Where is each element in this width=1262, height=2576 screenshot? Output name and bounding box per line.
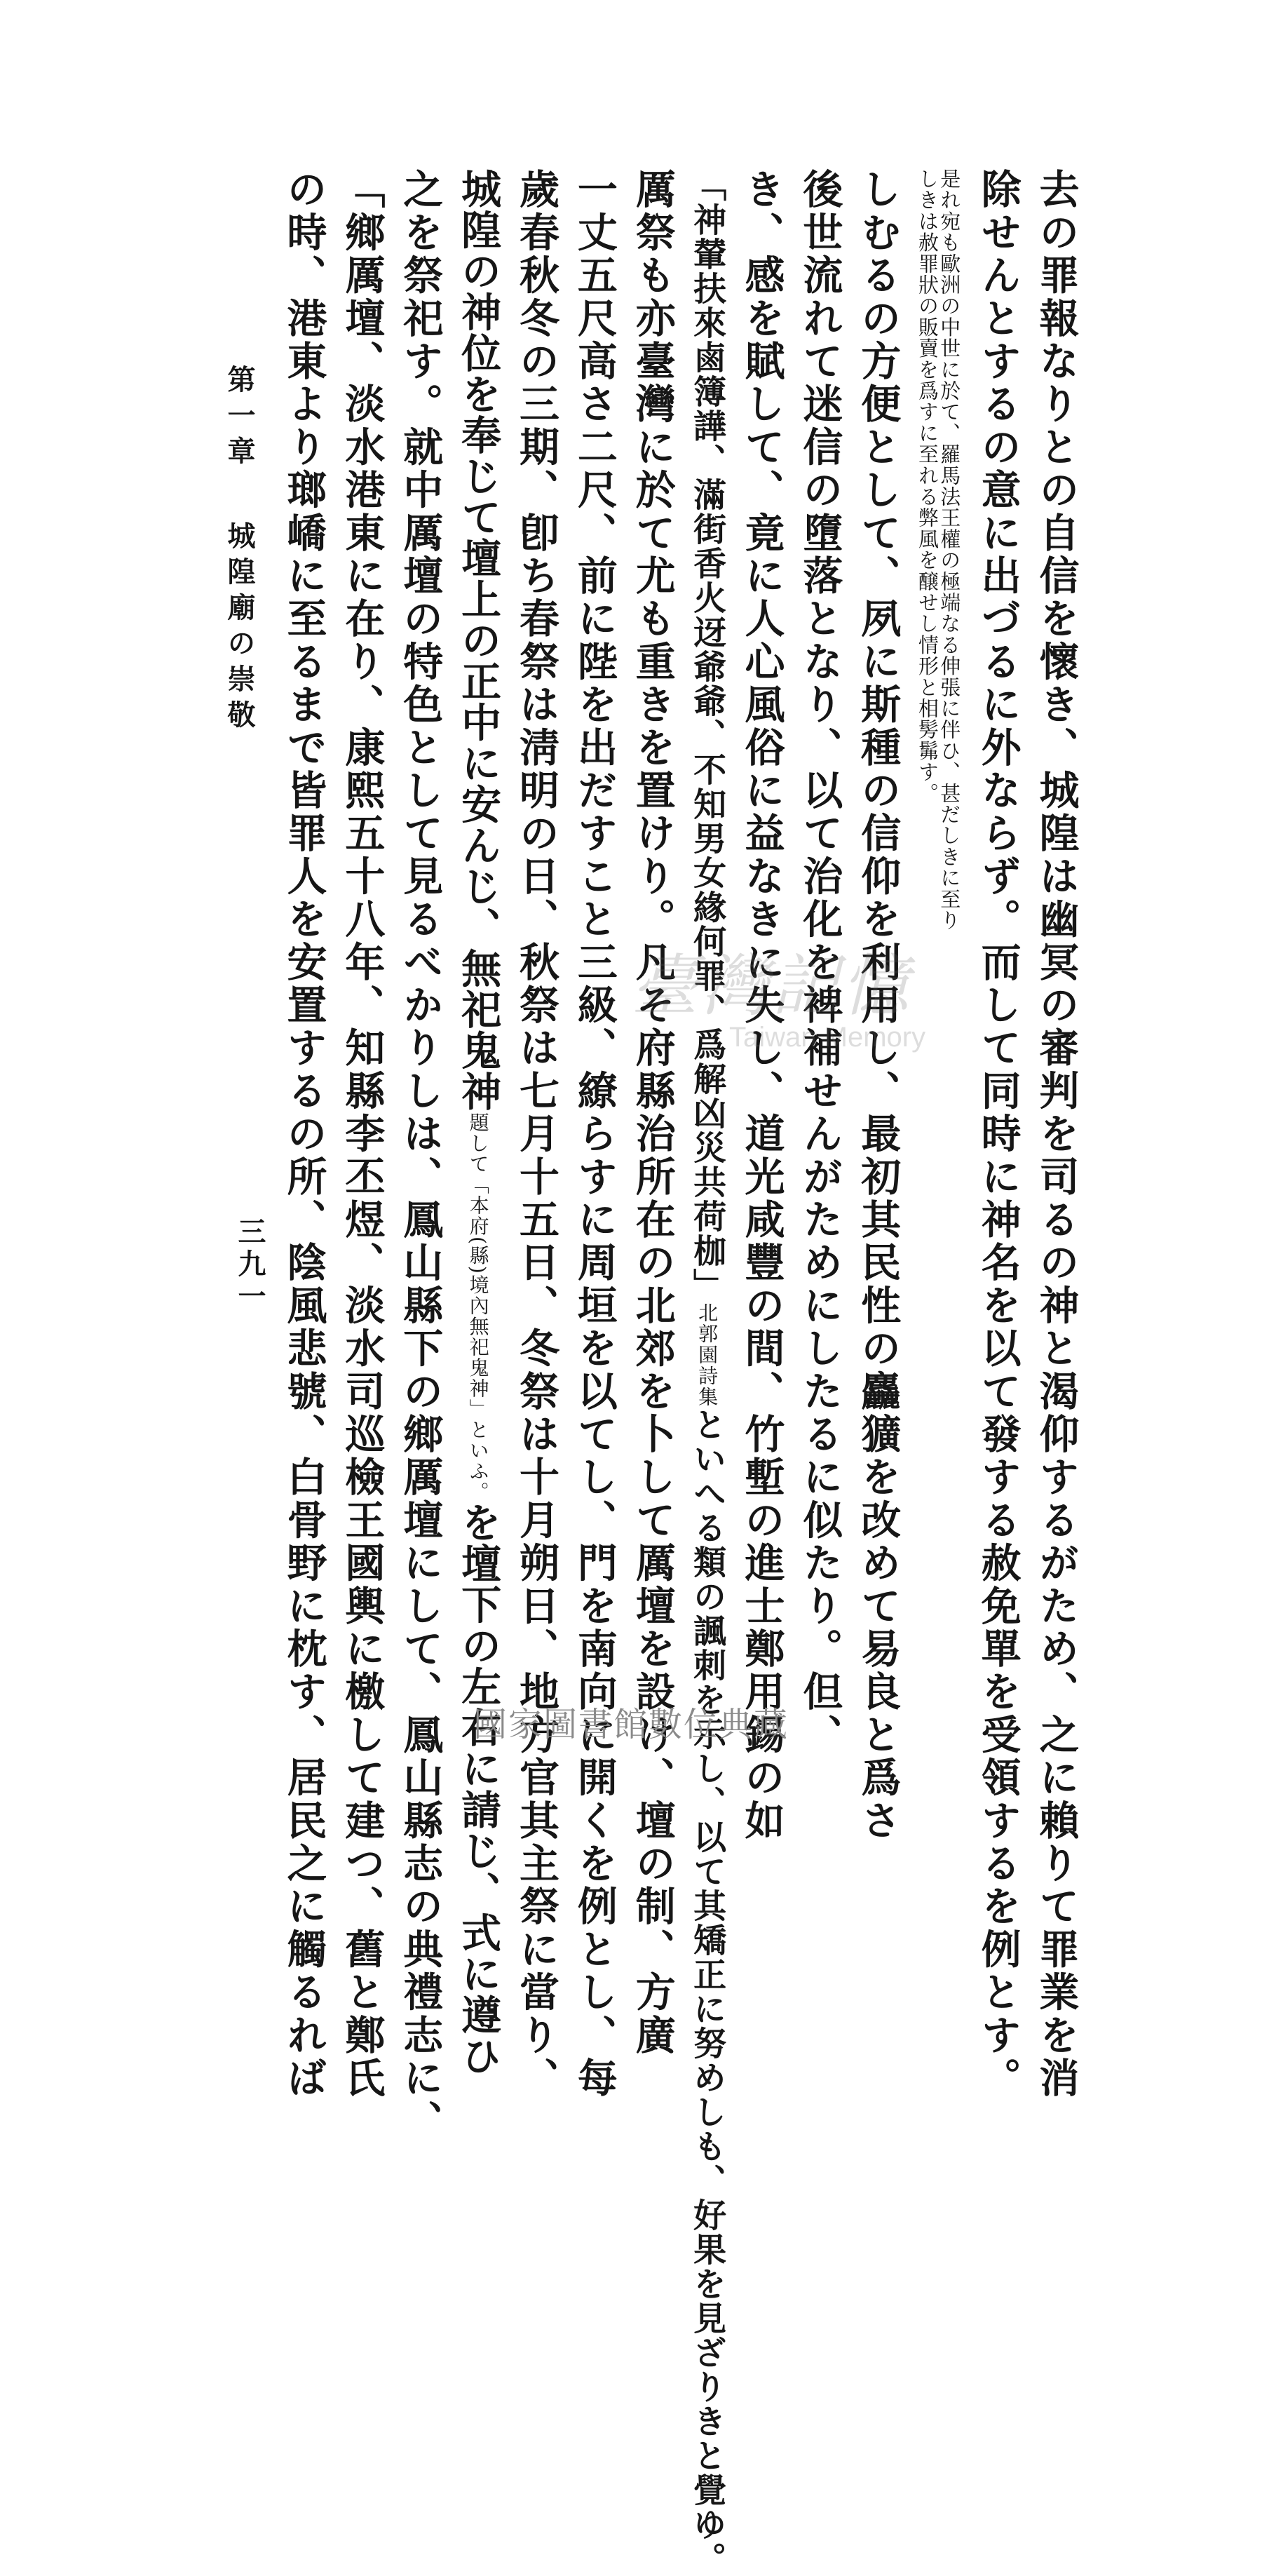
watermark-main-text: 臺灣記憶	[631, 947, 911, 1025]
column-text: 厲祭も亦臺灣に於て尤も重きを置けり。凡そ府縣治所在の北郊を卜して厲壇を設け、壇の制、方廣	[629, 168, 677, 2057]
column-text: 一丈五尺高さ二尺、前に陛を出だすこと三級、繚らすに周垣を以てし、門を南向に開くを例とし、每	[571, 168, 618, 2100]
inline-note: 題して「本府(縣)境內無祀鬼神」といふ。	[466, 1112, 490, 1502]
text-column-3-annotation	[916, 168, 961, 1599]
text-column-7	[688, 168, 727, 2576]
footer-credit: 國家圖書館數位典藏	[473, 1705, 789, 1744]
column-text-a: 城隍の神位を奉じて壇上の正中に安んじ、無祀鬼神	[454, 168, 502, 1112]
running-head	[219, 365, 259, 736]
text-column-11	[454, 168, 502, 2077]
text-column-13	[338, 168, 386, 2100]
column-text: しむるの方便として、夙に斯種の信仰を利用し、最初其民性の麤獷を改めて易良と爲さ	[854, 168, 902, 1842]
chapter-label: 第一章	[223, 365, 256, 472]
text-column-5	[796, 168, 843, 1757]
quote-tail: とい	[688, 1408, 727, 1476]
text-column-2	[975, 168, 1022, 2100]
column-text-b: を壇下の左右に請じ、式に遵ひ	[454, 1502, 502, 2077]
watermark-sub-text: Taiwan Memory	[729, 1022, 926, 1053]
text-column-10	[513, 168, 560, 2100]
column-text: 去の罪報なりとの自信を懷き、城隍は幽冥の審判を司るの神と渴仰するがため、之に賴りて罪業を消	[1033, 168, 1080, 2100]
annotation-line-1: 是れ宛も歐洲の中世に於て、羅馬法王權の極端なる伸張に伴ひ、甚だしきに至り	[937, 168, 962, 931]
text-column-1	[1033, 168, 1080, 2100]
column-text: 歲春秋冬の三期、卽ち春祭は淸明の日、秋祭は七月十五日、冬祭は十月朔日、地方官其主祭に當り、	[513, 168, 560, 2100]
annotation-line-2: しきは赦罪狀の販賣を爲すに至れる弊風を醸せし情形と相髣髴す。	[915, 168, 939, 804]
column-text: 之を祭祀す。就中厲壇の特色として見るべかりしは、鳳山縣下の鄉厲壇にして、鳳山縣志の典禮志に、	[396, 168, 444, 2143]
column-text: 後世流れて迷信の墮落となり、以て治化を裨補せんがためにしたるに似たり。但、	[796, 168, 843, 1757]
poem-quote: 「神輦扶來鹵簿譁、滿街香火迓爺爺、不知男女緣何罪、爲解凶災共荷枷」	[688, 168, 727, 1302]
page-number: 三九一	[233, 1217, 266, 1314]
text-column-4	[854, 168, 902, 1842]
poem-source-note: 北郭園詩集	[696, 1302, 719, 1408]
text-column-14	[280, 168, 327, 2100]
text-column-12	[396, 168, 444, 2143]
text-column-9	[571, 168, 618, 2100]
column-text: の時、港東より瑯嶠に至るまで皆罪人を安置するの所、陰風悲號、白骨野に枕す、居民之に觸るれば	[280, 168, 327, 2100]
column-text: へる類の諷刺を示し、以て其矯正に努めしも、好果を見ざりきと覺ゆ。	[688, 1476, 727, 2576]
column-text: き、感を賦して、竟に人心風俗に益なきに失し、道光咸豐の間、竹塹の進士鄭用錫の如	[738, 168, 785, 1842]
chapter-title: 城隍廟の崇敬	[223, 521, 256, 736]
text-column-8	[629, 168, 677, 2057]
column-text: 「鄉厲壇、淡水港東に在り、康熙五十八年、知縣李丕煜、淡水司巡檢王國輿に檄して建つ、舊と鄭氏	[338, 168, 386, 2100]
column-text: 除せんとするの意に出づるに外ならず。而して同時に神名を以て發する赦免單を受領するを例とす。	[975, 168, 1022, 2100]
text-column-6	[738, 168, 785, 1842]
